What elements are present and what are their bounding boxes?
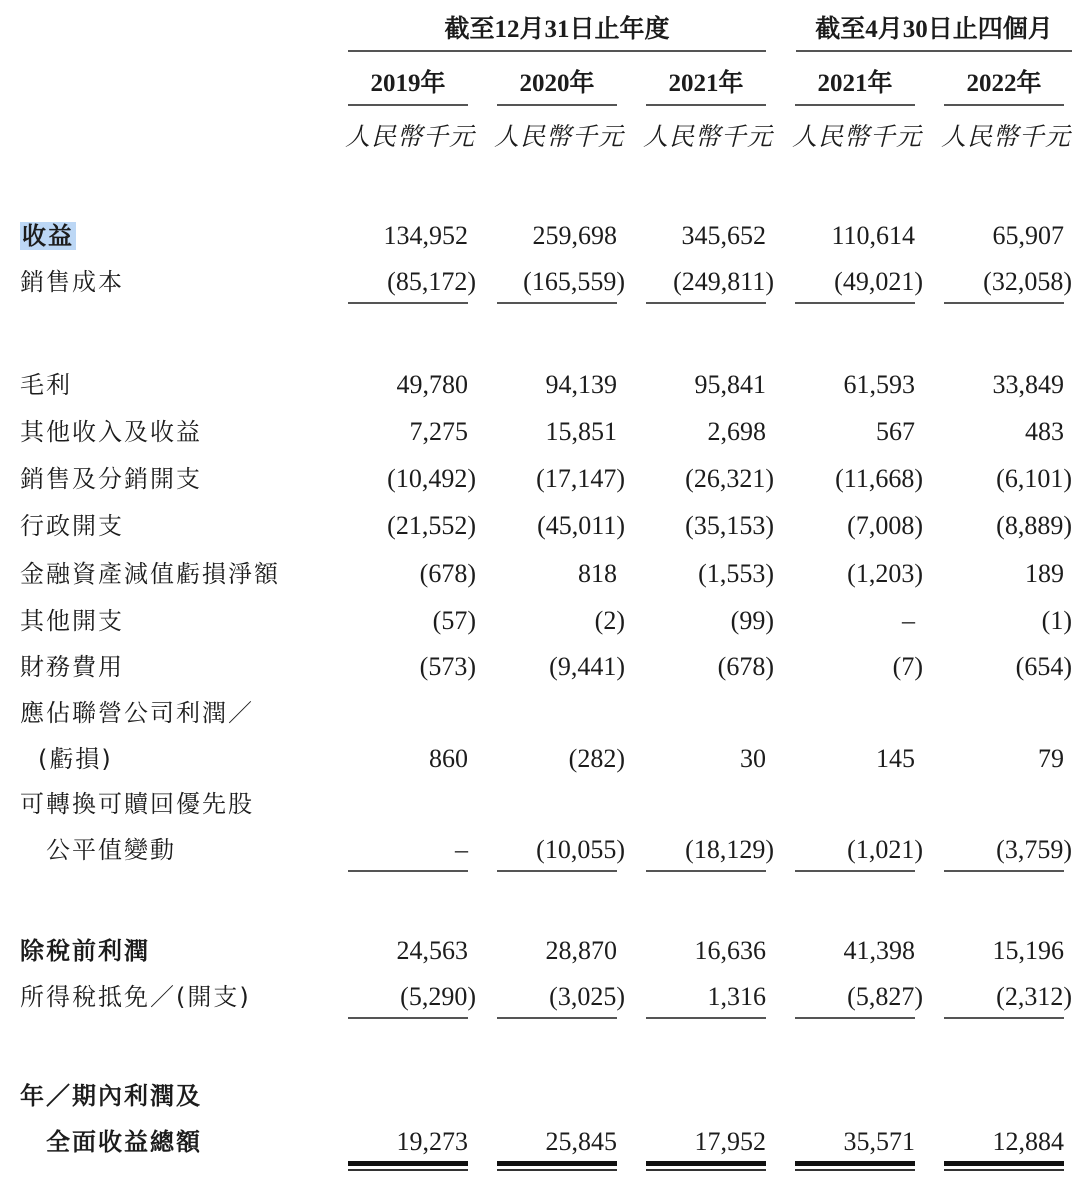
cell-value: 61,593	[843, 370, 915, 399]
subtotal-rule	[497, 1017, 617, 1019]
cell-value: (7,008)	[847, 511, 923, 540]
table-row-cost-of-sales	[0, 259, 1080, 305]
subtotal-rule	[795, 1017, 915, 1019]
table-row-other-income	[0, 409, 1080, 455]
row-label: 年／期內利潤及	[20, 1082, 202, 1110]
column-unit: 人民幣千元	[940, 124, 1071, 151]
cell-value: 15,196	[992, 936, 1064, 965]
cell-value: (1)	[1041, 606, 1072, 635]
cell-value: 2,698	[707, 417, 766, 446]
table-row-profit-before-tax	[0, 928, 1080, 974]
table-row-income-tax	[0, 974, 1080, 1020]
cell-value: 483	[1025, 417, 1064, 446]
cell-value: (8,889)	[996, 511, 1072, 540]
cell-value: (165,559)	[523, 267, 625, 296]
cell-value: (3,759)	[996, 835, 1072, 864]
cell-value: 25,845	[545, 1127, 617, 1156]
table-row-associates-label	[0, 690, 1080, 736]
cell-value: (3,025)	[549, 982, 625, 1011]
cell-value: 189	[1025, 559, 1064, 588]
cell-value: (1,553)	[698, 559, 774, 588]
table-row-impairment	[0, 551, 1080, 597]
table-row-fair-value-change	[0, 827, 1080, 873]
cell-value: (5,290)	[400, 982, 476, 1011]
row-label: 其他開支	[20, 607, 124, 635]
column-year-2019: 2019年	[348, 64, 468, 106]
cell-value: –	[902, 606, 915, 635]
cell-value: 35,571	[843, 1127, 915, 1156]
table-row-other-expenses	[0, 598, 1080, 644]
cell-value: (18,129)	[685, 835, 774, 864]
column-year-2022-4m: 2022年	[944, 64, 1064, 106]
subtotal-rule	[944, 1017, 1064, 1019]
cell-value: (57)	[432, 606, 476, 635]
row-label[interactable]	[20, 213, 76, 259]
cell-value: (5,827)	[847, 982, 923, 1011]
cell-value: 110,614	[831, 221, 915, 250]
cell-value: 567	[876, 417, 915, 446]
cell-value: 65,907	[992, 221, 1064, 250]
cell-value: (1,021)	[847, 835, 923, 864]
cell-value: (35,153)	[685, 511, 774, 540]
cell-value: (654)	[1015, 652, 1072, 681]
cell-value: 33,849	[992, 370, 1064, 399]
cell-value: (249,811)	[673, 267, 774, 296]
column-unit: 人民幣千元	[642, 124, 773, 151]
column-year-2021: 2021年	[646, 64, 766, 106]
cell-value: (10,492)	[387, 464, 476, 493]
cell-value: (49,021)	[834, 267, 923, 296]
subtotal-rule	[944, 302, 1064, 304]
cell-value: (32,058)	[983, 267, 1072, 296]
table-row-finance-costs	[0, 644, 1080, 690]
subtotal-rule	[646, 870, 766, 872]
row-label: 所得稅抵免／(開支)	[20, 983, 251, 1011]
row-label-continued: 公平值變動	[46, 836, 176, 864]
cell-value: 7,275	[409, 417, 468, 446]
table-row-total-label	[0, 1073, 1080, 1119]
table-row-revenue	[0, 213, 1080, 259]
column-unit: 人民幣千元	[791, 124, 922, 151]
cell-value: 19,273	[396, 1127, 468, 1156]
column-year-2021-4m: 2021年	[795, 64, 915, 106]
cell-value: (6,101)	[996, 464, 1072, 493]
row-label: 其他收入及收益	[20, 418, 202, 446]
cell-value: –	[455, 835, 468, 864]
subtotal-rule	[646, 302, 766, 304]
cell-value: 145	[876, 744, 915, 773]
cell-value: 24,563	[396, 936, 468, 965]
cell-value: 94,139	[545, 370, 617, 399]
cell-value: (45,011)	[537, 511, 625, 540]
cell-value: 12,884	[992, 1127, 1064, 1156]
cell-value: 259,698	[532, 221, 617, 250]
cell-value: 134,952	[383, 221, 468, 250]
cell-value: 17,952	[694, 1127, 766, 1156]
cell-value: 30	[740, 744, 766, 773]
row-label-continued: (虧損)	[38, 745, 113, 773]
row-label-continued: 全面收益總額	[46, 1128, 202, 1156]
cell-value: (9,441)	[549, 652, 625, 681]
cell-value: 818	[578, 559, 617, 588]
row-label: 毛利	[20, 371, 72, 399]
row-label: 財務費用	[20, 653, 124, 681]
cell-value: 95,841	[694, 370, 766, 399]
cell-value: 345,652	[681, 221, 766, 250]
cell-value: (2,312)	[996, 982, 1072, 1011]
cell-value: (26,321)	[685, 464, 774, 493]
subtotal-rule	[795, 302, 915, 304]
row-label: 應佔聯營公司利潤／	[20, 699, 254, 727]
cell-value: (1,203)	[847, 559, 923, 588]
row-label: 行政開支	[20, 512, 124, 540]
cell-value: (7)	[892, 652, 923, 681]
row-label: 除稅前利潤	[20, 937, 150, 965]
cell-value: 860	[429, 744, 468, 773]
row-label: 銷售成本	[20, 268, 124, 296]
column-unit: 人民幣千元	[493, 124, 624, 151]
cell-value: (17,147)	[536, 464, 625, 493]
row-label: 銷售及分銷開支	[20, 465, 202, 493]
table-row-preferred-shares-label	[0, 781, 1080, 827]
cell-value: (678)	[419, 559, 476, 588]
total-double-rule	[944, 1161, 1064, 1172]
cell-value: 28,870	[545, 936, 617, 965]
subtotal-rule	[944, 870, 1064, 872]
table-row-gross-profit	[0, 362, 1080, 408]
subtotal-rule	[497, 870, 617, 872]
cell-value: (573)	[419, 652, 476, 681]
row-label: 可轉換可贖回優先股	[20, 790, 254, 818]
table-row-total-comprehensive-income	[0, 1119, 1080, 1165]
column-unit: 人民幣千元	[344, 124, 475, 151]
subtotal-rule	[348, 870, 468, 872]
cell-value: (85,172)	[387, 267, 476, 296]
subtotal-rule	[646, 1017, 766, 1019]
cell-value: (678)	[717, 652, 774, 681]
header-group-full-year: 截至12月31日止年度	[348, 12, 766, 52]
total-double-rule	[646, 1161, 766, 1172]
table-row-admin-expenses	[0, 503, 1080, 549]
cell-value: 41,398	[843, 936, 915, 965]
subtotal-rule	[497, 302, 617, 304]
cell-value: (11,668)	[835, 464, 923, 493]
cell-value: (2)	[594, 606, 625, 635]
table-row-selling-expenses	[0, 456, 1080, 502]
selected-text[interactable]: 收益	[22, 222, 74, 250]
table-row-associates	[0, 736, 1080, 782]
cell-value: (99)	[730, 606, 774, 635]
total-double-rule	[497, 1161, 617, 1172]
subtotal-rule	[348, 1017, 468, 1019]
total-double-rule	[795, 1161, 915, 1172]
cell-value: 1,316	[707, 982, 766, 1011]
cell-value: 16,636	[694, 936, 766, 965]
cell-value: 49,780	[396, 370, 468, 399]
column-year-2020: 2020年	[497, 64, 617, 106]
cell-value: (21,552)	[387, 511, 476, 540]
total-double-rule	[348, 1161, 468, 1172]
subtotal-rule	[795, 870, 915, 872]
row-label: 金融資產減值虧損淨額	[20, 560, 280, 588]
cell-value: (10,055)	[536, 835, 625, 864]
subtotal-rule	[348, 302, 468, 304]
header-group-four-months: 截至4月30日止四個月	[796, 12, 1072, 52]
cell-value: (282)	[568, 744, 625, 773]
cell-value: 79	[1038, 744, 1064, 773]
cell-value: 15,851	[545, 417, 617, 446]
